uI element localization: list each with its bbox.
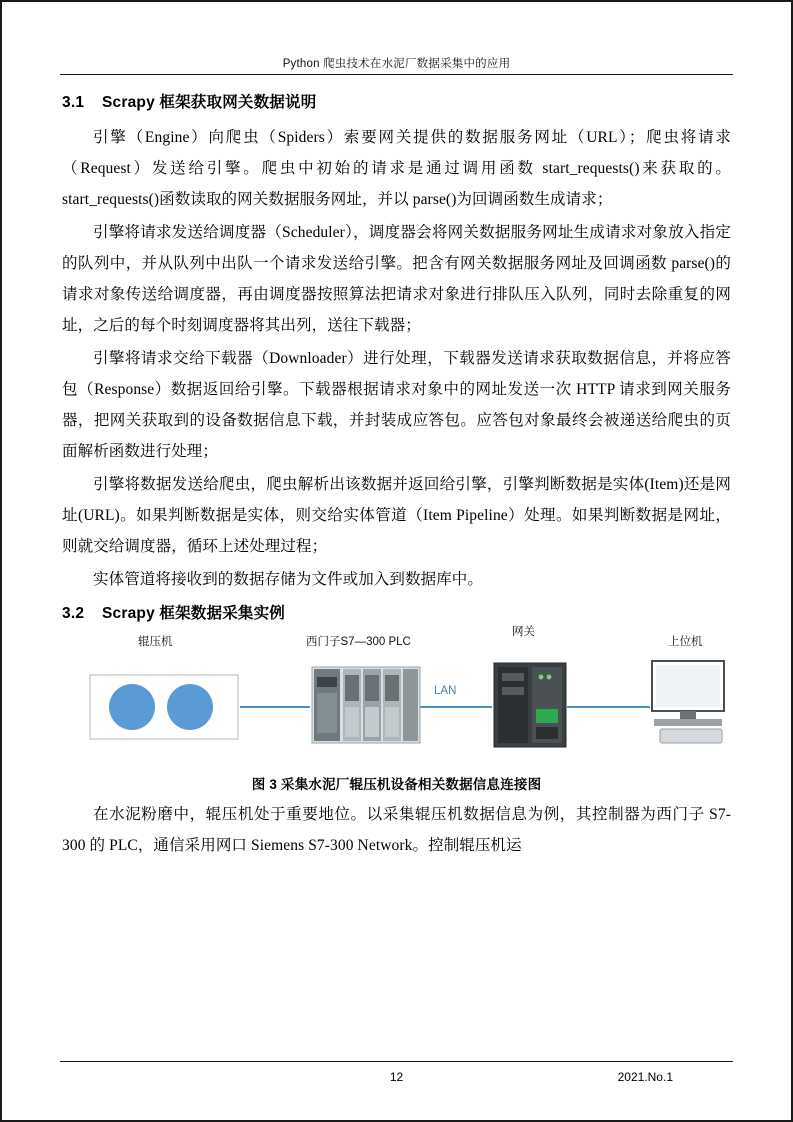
paragraph-2: 引擎将请求发送给调度器（Scheduler），调度器会将网关数据服务网址生成请求对象放入指定的队列中，并从队列中出队一个请求发送给引擎。把含有网关数据服务网址及回调函数 parse()的请求对象传送给调度器，再由调度器按照算法把请求对象进行排队压入队列，同时去除重复的网址，之后的每个时刻调度器将其出列，送往下载器； [62, 224, 731, 334]
section-title-3-2: Scrapy 框架数据采集实例 [102, 605, 286, 622]
label-plc: 西门子S7—300 PLC [306, 636, 411, 648]
section-title-3-1: Scrapy 框架获取网关数据说明 [102, 94, 317, 111]
section-number-3-1: 3.1 [62, 94, 85, 111]
paragraph-3: 引擎将请求交给下载器（Downloader）进行处理，下载器发送请求获取数据信息，并将应答包（Response）数据返回给引擎。下载器根据请求对象中的网址发送一次 HTTP 请求到网关服务器，把网关获取到的设备数据信息下载，并封装成应答包。应答包对象最终会被递送给爬虫的页面解析函数进行处理； [62, 350, 731, 460]
section-heading-3-1 [62, 90, 731, 112]
label-lan: LAN [434, 685, 457, 697]
connection-diagram [62, 637, 731, 767]
issue-label: 2021.No.1 [617, 1070, 673, 1084]
label-gateway: 网关 [512, 626, 535, 638]
figure-3 [62, 626, 731, 767]
figure-caption: 图 3 采集水泥厂辊压机设备相关数据信息连接图 [251, 777, 542, 792]
header-divider [60, 74, 733, 75]
footer-divider [60, 1061, 733, 1062]
label-roller-press: 辊压机 [138, 636, 173, 648]
section-heading-3-2 [62, 601, 731, 623]
page-footer [60, 1070, 733, 1086]
page-content [62, 84, 731, 1032]
paragraph-5: 实体管道将接收到的数据存储为文件或加入到数据库中。 [93, 571, 484, 588]
paragraph-6: 在水泥粉磨中，辊压机处于重要地位。以采集辊压机数据信息为例，其控制器为西门子 S7-300 的 PLC，通信采用网口 Siemens S7-300 Network。控制辊压机运 [62, 806, 731, 854]
paragraph-1: 引擎（Engine）向爬虫（Spiders）索要网关提供的数据服务网址（URL）；爬虫将请求（Request）发送给引擎。爬虫中初始的请求是通过调用函数 start_requests()来获取的。start_requests()函数读取的网关数据服务网址，并以 parse()为回调函数生成请求； [62, 129, 731, 208]
section-number-3-2: 3.2 [62, 605, 85, 622]
page-number: 12 [389, 1070, 404, 1084]
label-host: 上位机 [668, 636, 703, 648]
running-header: Python 爬虫技术在水泥厂数据采集中的应用 [282, 58, 511, 70]
paragraph-4: 引擎将数据发送给爬虫，爬虫解析出该数据并返回给引擎，引擎判断数据是实体(Item)还是网址(URL)。如果判断数据是实体，则交给实体管道（Item Pipeline）处理。如果判断数据是网址，则就交给调度器，循环上述处理过程； [62, 476, 731, 555]
